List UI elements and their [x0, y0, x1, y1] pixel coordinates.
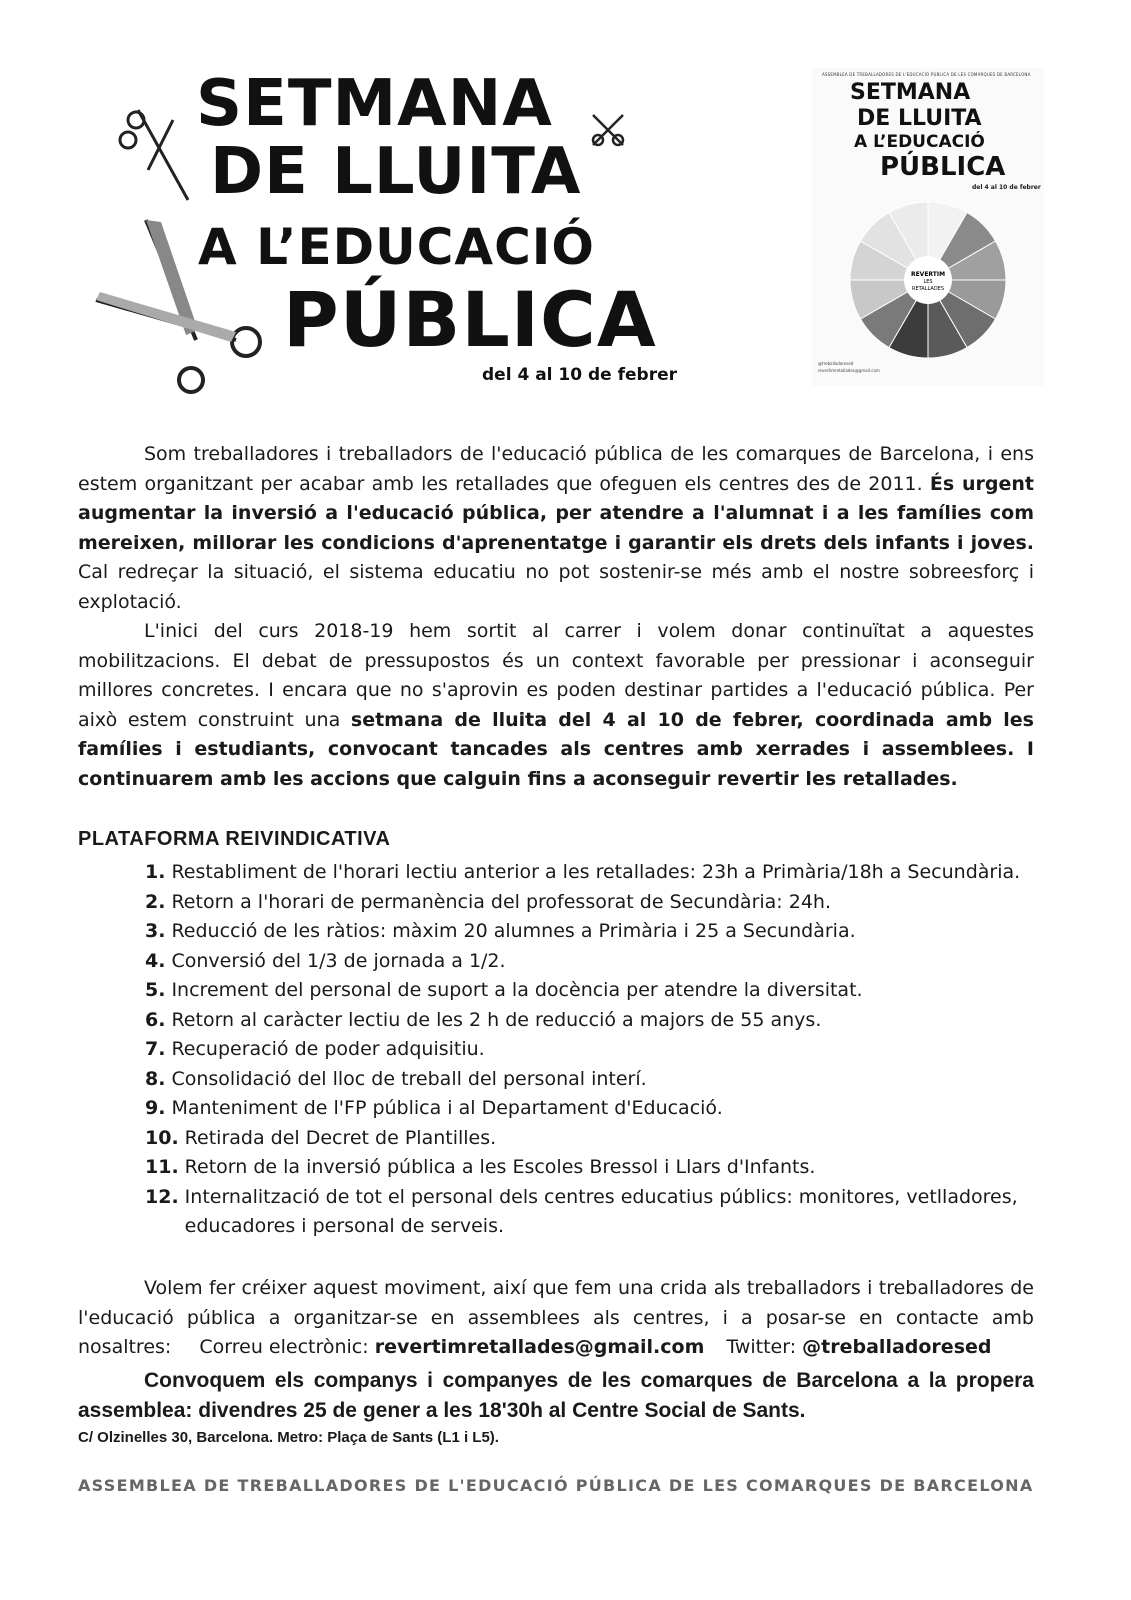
item-number: 4. — [145, 949, 166, 972]
list-item — [145, 858, 1045, 888]
item-number: 7. — [145, 1038, 166, 1060]
hero-title-line: A L’EDUCACIÓ — [198, 218, 595, 276]
twitter-label: Twitter: — [726, 1336, 803, 1358]
item-text: Internalització de tot el personal dels centres educatius públics: monitores, vetlladores, educadores i personal de serveis. — [184, 1185, 1018, 1237]
convene-text: Convoquem els companys i companyes de les comarques de Barcelona a la propera assemblea: divendres 25 de gener a les 18'30h al Centre Social de Sants. — [78, 1369, 1034, 1422]
item-number: 2. — [145, 890, 166, 913]
list-item — [145, 1153, 1045, 1183]
intro-text-run: Cal redreçar la situació, el sistema educatiu no pot sostenir-se més amb el nostre sobreesforç i explotació. — [78, 561, 1034, 613]
poster-title-line: SETMANA — [850, 80, 971, 105]
item-text: Reducció de les ràtios: màxim 20 alumnes a Primària i 25 a Secundària. — [171, 920, 856, 942]
hero-dates: del 4 al 10 de febrer — [482, 365, 677, 385]
item-text: Retorn de la inversió pública a les Escoles Bressol i Llars d'Infants. — [184, 1156, 816, 1178]
hero-title-line: DE LLUITA — [210, 135, 582, 209]
twitter-link[interactable]: @treballadoresed — [802, 1336, 992, 1358]
list-item — [145, 1035, 1045, 1065]
list-item — [145, 888, 1045, 918]
list-item — [145, 1006, 1045, 1036]
item-number: 11. — [145, 1156, 179, 1178]
hero-title-line: SETMANA — [196, 67, 553, 141]
item-number: 3. — [145, 920, 166, 942]
item-number: 12. — [145, 1185, 179, 1208]
item-text: Retorn al caràcter lectiu de les 2 h de reducció a majors de 55 anys. — [171, 1008, 822, 1031]
poster-thumbnail — [812, 68, 1044, 386]
list-item — [145, 917, 1045, 947]
item-text: Retirada del Decret de Plantilles. — [184, 1126, 497, 1149]
item-text: Restabliment de l'horari lectiu anterior a les retallades: 23h a Primària/18h a Secundària. — [171, 861, 1021, 883]
email-label: Correu electrònic: — [199, 1336, 375, 1358]
poster-center-text: RETALLADES — [911, 286, 945, 292]
poster-footer-line: @treballadoresed — [818, 361, 854, 366]
intro-paragraph — [78, 617, 1034, 794]
poster-center-text: REVERTIM — [910, 271, 946, 278]
item-number: 10. — [145, 1126, 179, 1149]
item-text: Consolidació del lloc de treball del personal interí. — [171, 1067, 647, 1090]
convene-paragraph — [78, 1366, 1034, 1426]
platform-list — [145, 858, 1045, 1242]
intro-emphasis: setmana de lluita del 4 al 10 de febrer, coordinada amb les famílies i estudiants, convocant tancades als centres amb xerrades i assemblees. I continuarem amb les accions que calguin fins a aconseguir revertir les retallades. — [78, 708, 1034, 790]
intro-text-run: L'inici del curs 2018-19 hem sortit al carrer i volem donar continuïtat a aquestes mobilitzacions. El debat de pressupostos és un context favorable per pressionar i aconseguir millores concretes. I encara que no s'aprovin es poden destinar partides a l'educació pública. Per això estem construint una — [78, 620, 1034, 731]
hero-poster — [78, 60, 688, 400]
list-item — [145, 1124, 1045, 1154]
item-text: Manteniment de l'FP pública i al Departament d'Educació. — [171, 1097, 723, 1119]
contact-text — [78, 1274, 1034, 1363]
item-number: 8. — [145, 1067, 166, 1090]
intro-text — [78, 440, 1034, 794]
platform-title: PLATAFORMA REIVINDICATIVA — [78, 828, 391, 850]
scissors-icon — [588, 110, 628, 150]
list-item — [145, 976, 1045, 1006]
poster-caption: ASSEMBLEA DE TREBALLADORES DE L'EDUCACIÓ PÚBLICA DE LES COMARQUES DE BARCELONA — [822, 72, 1031, 77]
poster-dates: del 4 al 10 de febrer — [972, 184, 1041, 191]
meeting-address: C/ Olzinelles 30, Barcelona. Metro: Plaça de Sants (L1 i L5). — [78, 1429, 499, 1446]
list-item — [145, 1094, 1045, 1124]
scissors-icon — [118, 100, 198, 210]
hero-title-line: PÚBLICA — [283, 275, 657, 364]
intro-paragraph — [78, 440, 1034, 617]
item-number: 1. — [145, 861, 166, 883]
poster-title-line: DE LLUITA — [857, 106, 982, 131]
poster-title-line: A L’EDUCACIÓ — [854, 132, 985, 152]
footer-signature: ASSEMBLEA DE TREBALLADORES DE L'EDUCACIÓ PÚBLICA DE LES COMARQUES DE BARCELONA — [78, 1476, 1034, 1495]
poster-title-line: PÚBLICA — [880, 152, 1006, 182]
intro-emphasis: És urgent augmentar la inversió a l'educació pública, per atendre a l'alumnat i a les famílies com mereixen, millorar les condicions d'aprenentatge i garantir els drets dels infants i joves. — [78, 472, 1034, 554]
item-text: Retorn a l'horari de permanència del professorat de Secundària: 24h. — [171, 890, 832, 913]
poster-center-text: LES — [923, 279, 933, 285]
list-item — [145, 1183, 1045, 1242]
item-text: Recuperació de poder adquisitiu. — [171, 1038, 485, 1060]
list-item — [145, 1065, 1045, 1095]
item-number: 6. — [145, 1008, 166, 1031]
poster-pie-graphic — [820, 190, 1036, 362]
list-item — [145, 947, 1045, 977]
intro-text-run: Som treballadores i treballadors de l'educació pública de les comarques de Barcelona, i ens estem organitzant per acabar amb les retallades que ofeguen els centres des de 2011. — [78, 443, 1034, 495]
item-number: 9. — [145, 1097, 166, 1119]
poster-footer-line: revertimretallades@gmail.com — [818, 368, 880, 373]
item-number: 5. — [145, 979, 166, 1001]
poster-footer — [818, 360, 880, 374]
contact-text-run: Volem fer créixer aquest moviment, així que fem una crida als treballadors i treballadores de l'educació pública a organitzar-se en assemblees als centres, i a posar-se en contacte amb nosaltres: — [78, 1277, 1034, 1358]
contact-paragraph — [78, 1274, 1034, 1363]
item-text: Increment del personal de suport a la docència per atendre la diversitat. — [171, 979, 863, 1001]
item-text: Conversió del 1/3 de jornada a 1/2. — [171, 949, 506, 972]
email-link[interactable]: revertimretallades@gmail.com — [374, 1336, 705, 1358]
